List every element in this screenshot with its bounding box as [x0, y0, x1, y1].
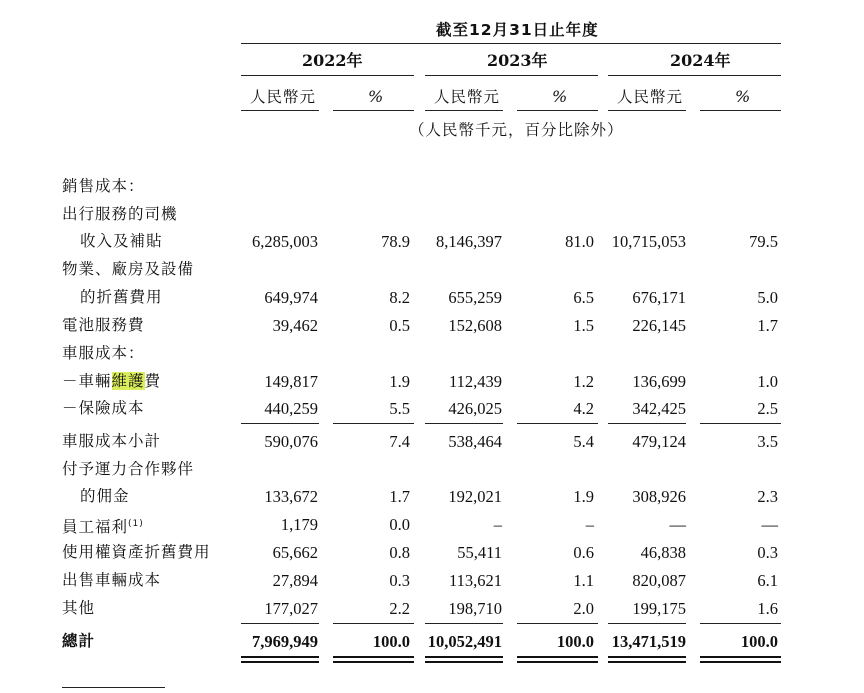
cell-comm-2023-rmb: 192,021 — [448, 487, 502, 506]
total-double-rule-2022-pct — [333, 656, 414, 663]
row-label-prop-line2: 的折舊費用 — [80, 288, 163, 306]
cell-total-2024-rmb: 13,471,519 — [611, 632, 686, 651]
cell-driver-2023-pct: 81.0 — [565, 232, 594, 251]
total-rule-2023-rmb — [425, 623, 503, 624]
cell-emp-2023-rmb: – — [493, 515, 502, 534]
total-double-rule-2023-rmb — [425, 656, 503, 663]
cell-rou-2023-pct: 0.6 — [573, 543, 594, 562]
cell-rou-2024-pct: 0.3 — [757, 543, 778, 562]
pct-2023-underline — [517, 110, 598, 111]
cell-prop-2022-rmb: 649,974 — [264, 288, 318, 307]
cell-subtotal-2022-pct: 7.4 — [389, 432, 410, 451]
cell-comm-2024-pct: 2.3 — [757, 487, 778, 506]
cell-driver-2023-rmb: 8,146,397 — [436, 232, 502, 251]
maint-highlight: 維護 — [111, 372, 145, 390]
col-pct-2023: % — [552, 87, 568, 106]
total-rule-2022-pct — [333, 623, 414, 624]
col-rmb-2022: 人民幣元 — [250, 88, 317, 106]
col-pct-2024: % — [735, 87, 751, 106]
cell-prop-2024-rmb: 676,171 — [632, 288, 686, 307]
cell-comm-2024-rmb: 308,926 — [632, 487, 686, 506]
cell-prop-2023-rmb: 655,259 — [448, 288, 502, 307]
cell-emp-2022-pct: 0.0 — [389, 515, 410, 534]
row-label-driver-line2: 收入及補貼 — [80, 232, 163, 250]
row-label-subtotal: 車服成本小計 — [62, 432, 162, 450]
total-rule-2024-rmb — [608, 623, 686, 624]
cell-rou-2023-rmb: 55,411 — [457, 543, 502, 562]
cell-sold-2023-rmb: 113,621 — [448, 571, 502, 590]
row-label-prop-line1: 物業、廠房及設備 — [62, 260, 195, 278]
year-2022: 2022年 — [302, 51, 363, 70]
cell-driver-2024-rmb: 10,715,053 — [611, 232, 686, 251]
subtotal-rule-2023-rmb — [425, 423, 503, 424]
row-label-other: 其他 — [62, 599, 96, 617]
cell-ins-2022-rmb: 440,259 — [264, 399, 318, 418]
subtotal-rule-2022-rmb — [241, 423, 319, 424]
cell-emp-2024-rmb: — — [669, 515, 686, 534]
pct-2022-underline — [333, 110, 414, 111]
total-double-rule-2023-pct — [517, 656, 598, 663]
row-label-battery: 電池服務費 — [62, 316, 145, 334]
subtotal-rule-2024-rmb — [608, 423, 686, 424]
period-header: 截至12月31日止年度 — [436, 21, 599, 39]
cell-maint-2023-rmb: 112,439 — [448, 372, 502, 391]
section-label: 銷售成本： — [62, 177, 145, 195]
row-label-driver-line1: 出行服務的司機 — [62, 205, 178, 223]
cell-ins-2024-rmb: 342,425 — [632, 399, 686, 418]
row-label-emp — [62, 514, 144, 537]
cell-sold-2022-rmb: 27,894 — [272, 571, 318, 590]
year-2024-underline — [608, 75, 781, 76]
cell-other-2022-rmb: 177,027 — [264, 599, 318, 618]
subtotal-rule-2023-pct — [517, 423, 598, 424]
cell-total-2023-pct: 100.0 — [556, 632, 594, 651]
col-pct-2022: % — [368, 87, 384, 106]
row-label-comm-line1: 付予運力合作夥伴 — [62, 460, 195, 478]
cell-battery-2022-rmb: 39,462 — [272, 316, 318, 335]
cell-other-2024-pct: 1.6 — [757, 599, 778, 618]
cell-driver-2022-pct: 78.9 — [381, 232, 410, 251]
col-rmb-2024: 人民幣元 — [617, 88, 684, 106]
cell-subtotal-2022-rmb: 590,076 — [264, 432, 318, 451]
cell-emp-2023-pct: – — [585, 515, 594, 534]
row-label-rou: 使用權資產折舊費用 — [62, 543, 211, 561]
row-label-vehicle-header: 車服成本： — [62, 344, 145, 362]
row-label-sold: 出售車輛成本 — [62, 571, 162, 589]
cell-rou-2022-pct: 0.8 — [389, 543, 410, 562]
cell-subtotal-2024-rmb: 479,124 — [632, 432, 686, 451]
maint-suffix: 費 — [144, 372, 162, 390]
row-label-maint — [62, 371, 161, 391]
period-underline — [241, 43, 781, 44]
cell-driver-2022-rmb: 6,285,003 — [252, 232, 318, 251]
cell-battery-2023-rmb: 152,608 — [448, 316, 502, 335]
total-rule-2022-rmb — [241, 623, 319, 624]
cell-total-2022-rmb: 7,969,949 — [252, 632, 318, 651]
cell-comm-2022-rmb: 133,672 — [264, 487, 318, 506]
cell-comm-2022-pct: 1.7 — [389, 487, 410, 506]
cell-total-2022-pct: 100.0 — [372, 632, 410, 651]
cell-total-2023-rmb: 10,052,491 — [427, 632, 502, 651]
rmb-2023-underline — [425, 110, 503, 111]
cell-rou-2022-rmb: 65,662 — [272, 543, 318, 562]
cell-rou-2024-rmb: 46,838 — [640, 543, 686, 562]
cell-maint-2024-pct: 1.0 — [757, 372, 778, 391]
cell-ins-2022-pct: 5.5 — [389, 399, 410, 418]
total-double-rule-2022-rmb — [241, 656, 319, 663]
cell-battery-2024-pct: 1.7 — [757, 316, 778, 335]
cell-maint-2022-rmb: 149,817 — [264, 372, 318, 391]
cell-ins-2023-pct: 4.2 — [573, 399, 594, 418]
subtotal-rule-2022-pct — [333, 423, 414, 424]
cell-comm-2023-pct: 1.9 — [573, 487, 594, 506]
unit-note: （人民幣千元，百分比除外） — [409, 121, 624, 139]
cell-total-2024-pct: 100.0 — [740, 632, 778, 651]
pct-2024-underline — [700, 110, 781, 111]
year-2024: 2024年 — [670, 51, 731, 70]
rmb-2024-underline — [608, 110, 686, 111]
cell-other-2023-pct: 2.0 — [573, 599, 594, 618]
year-2023: 2023年 — [487, 51, 548, 70]
cell-maint-2023-pct: 1.2 — [573, 372, 594, 391]
col-rmb-2023: 人民幣元 — [434, 88, 501, 106]
row-label-total: 總計 — [62, 632, 96, 650]
emp-label-text: 員工福利 — [62, 518, 129, 537]
cell-ins-2023-rmb: 426,025 — [448, 399, 502, 418]
row-label-comm-line2: 的佣金 — [80, 487, 130, 505]
cell-prop-2023-pct: 6.5 — [573, 288, 594, 307]
cell-other-2024-rmb: 199,175 — [632, 599, 686, 618]
footnote-separator — [62, 687, 165, 688]
year-2022-underline — [241, 75, 414, 76]
cell-subtotal-2024-pct: 3.5 — [757, 432, 778, 451]
rmb-2022-underline — [241, 110, 319, 111]
cell-sold-2023-pct: 1.1 — [573, 571, 594, 590]
cell-battery-2024-rmb: 226,145 — [632, 316, 686, 335]
cell-sold-2024-rmb: 820,087 — [632, 571, 686, 590]
maint-prefix: －車輛 — [62, 372, 112, 390]
cell-battery-2022-pct: 0.5 — [389, 316, 410, 335]
total-double-rule-2024-pct — [700, 656, 781, 663]
total-rule-2024-pct — [700, 623, 781, 624]
emp-footnote-marker: (1) — [128, 519, 144, 529]
cell-battery-2023-pct: 1.5 — [573, 316, 594, 335]
cell-maint-2022-pct: 1.9 — [389, 372, 410, 391]
cell-driver-2024-pct: 79.5 — [749, 232, 778, 251]
subtotal-rule-2024-pct — [700, 423, 781, 424]
cell-prop-2024-pct: 5.0 — [757, 288, 778, 307]
cell-subtotal-2023-pct: 5.4 — [573, 432, 594, 451]
row-label-ins: －保險成本 — [62, 399, 145, 417]
cell-other-2023-rmb: 198,710 — [448, 599, 502, 618]
cell-subtotal-2023-rmb: 538,464 — [448, 432, 502, 451]
cell-maint-2024-rmb: 136,699 — [632, 372, 686, 391]
year-2023-underline — [425, 75, 598, 76]
cell-emp-2022-rmb: 1,179 — [280, 515, 318, 534]
cell-sold-2022-pct: 0.3 — [389, 571, 410, 590]
cell-sold-2024-pct: 6.1 — [757, 571, 778, 590]
cell-emp-2024-pct: — — [761, 515, 778, 534]
cell-ins-2024-pct: 2.5 — [757, 399, 778, 418]
cell-other-2022-pct: 2.2 — [389, 599, 410, 618]
cell-prop-2022-pct: 8.2 — [389, 288, 410, 307]
total-rule-2023-pct — [517, 623, 598, 624]
total-double-rule-2024-rmb — [608, 656, 686, 663]
